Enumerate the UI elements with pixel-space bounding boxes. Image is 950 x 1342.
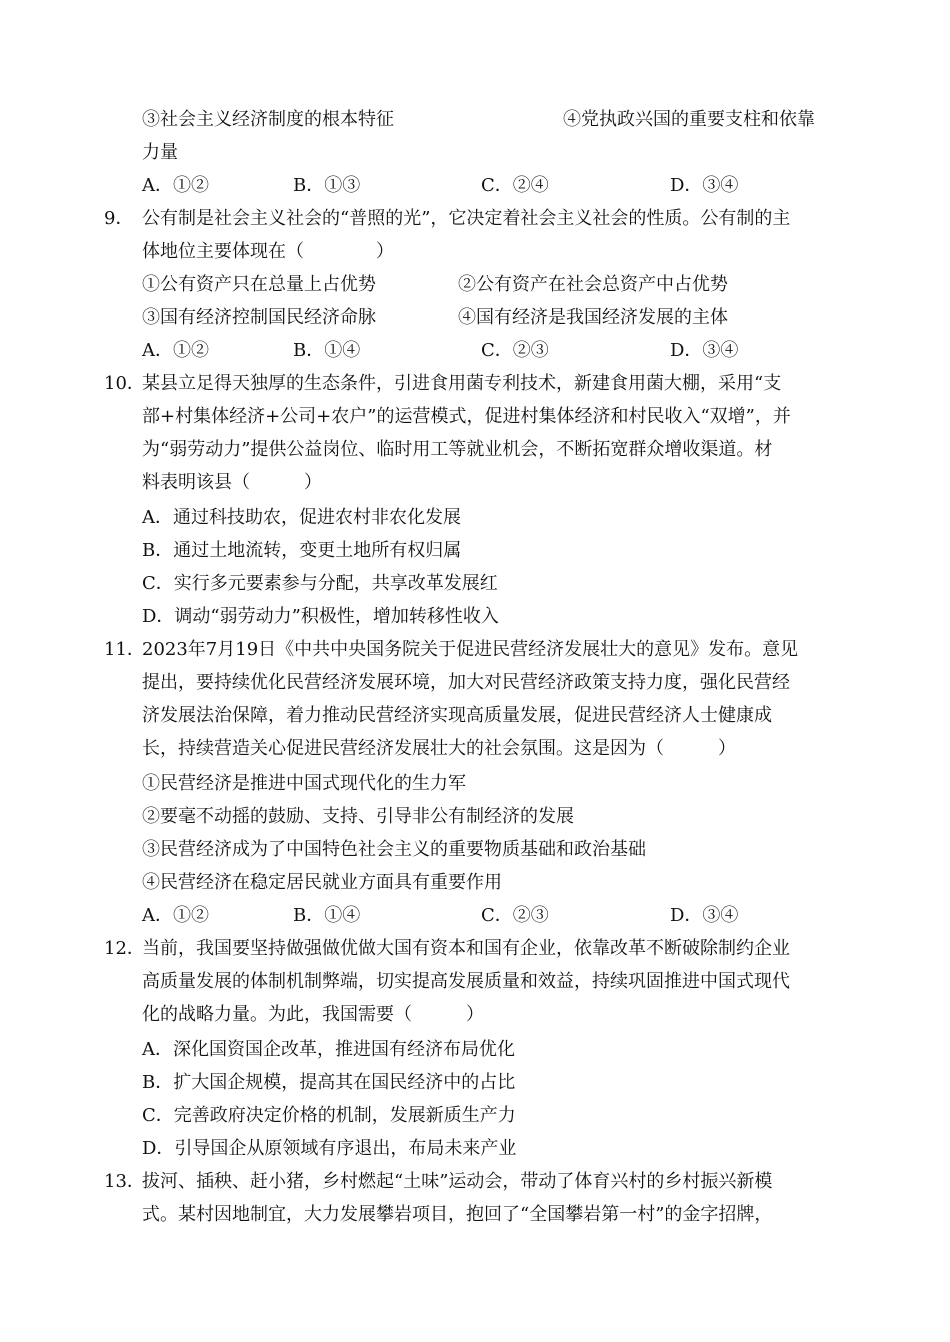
q12-choice-c: C．完善政府决定价格的机制，发展新质生产力 (142, 1105, 516, 1126)
q11-choice-c: C．②③ (481, 905, 549, 926)
q12-stem-line-3: 化的战略力量。为此，我国需要（ ） (142, 1004, 484, 1025)
q10-stem-line-4: 料表明该县（ ） (142, 472, 322, 493)
q10-choice-b: B．通过土地流转，变更土地所有权归属 (142, 540, 462, 561)
q9-number: 9． (104, 208, 134, 229)
q11-stem-line-2: 提出，要持续优化民营经济发展环境，加大对民营经济政策支持力度，强化民营经 (142, 672, 790, 693)
q8-option-3: ③社会主义经济制度的根本特征 (142, 109, 394, 130)
q11-option-4: ④民营经济在稳定居民就业方面具有重要作用 (142, 872, 502, 893)
q13-stem-line-2: 式。某村因地制宜，大力发展攀岩项目，抱回了“全国攀岩第一村”的金字招牌， (142, 1204, 773, 1225)
q10-stem-line-1: 某县立足得天独厚的生态条件，引进食用菌专利技术，新建食用菌大棚，采用“支 (142, 373, 782, 394)
q8-choice-b: B．①③ (293, 175, 361, 196)
q9-stem-line-2: 体地位主要体现在（ ） (142, 241, 394, 262)
q11-option-2: ②要毫不动摇的鼓励、支持、引导非公有制经济的发展 (142, 806, 574, 827)
q10-stem-line-3: 为“弱劳动力”提供公益岗位、临时用工等就业机会，不断拓宽群众增收渠道。材 (142, 439, 773, 460)
q12-stem-line-1: 当前，我国要坚持做强做优做大国有资本和国有企业，依靠改革不断破除制约企业 (142, 938, 790, 959)
q12-choice-b: B．扩大国企规模，提高其在国民经济中的占比 (142, 1072, 516, 1093)
q10-stem-line-2: 部+村集体经济+公司+农户”的运营模式，促进村集体经济和村民收入“双增”，并 (142, 406, 791, 427)
q11-option-1: ①民营经济是推进中国式现代化的生力军 (142, 773, 466, 794)
q9-choice-d: D．③④ (670, 340, 739, 361)
q11-stem-line-3: 济发展法治保障，着力推动民营经济实现高质量发展，促进民营经济人士健康成 (142, 705, 772, 726)
q12-number: 12． (104, 938, 145, 959)
q10-choice-d: D．调动“弱劳动力”积极性，增加转移性收入 (142, 606, 499, 627)
q9-stem-line-1: 公有制是社会主义社会的“普照的光”，它决定着社会主义社会的性质。公有制的主 (142, 208, 791, 229)
q9-choice-a: A．①② (142, 340, 209, 361)
q9-option-3: ③国有经济控制国民经济命脉 (142, 307, 376, 328)
q13-stem-line-1: 拔河、插秧、赶小猪，乡村燃起“土味”运动会，带动了体育兴村的乡村振兴新模 (142, 1171, 773, 1192)
q8-option-4-cont: 力量 (142, 142, 178, 163)
q11-choice-b: B．①④ (293, 905, 361, 926)
q12-stem-line-2: 高质量发展的体制机制弊端，切实提高发展质量和效益，持续巩固推进中国式现代 (142, 971, 790, 992)
q9-option-4: ④国有经济是我国经济发展的主体 (458, 307, 728, 328)
q8-choice-c: C．②④ (481, 175, 549, 196)
q11-choice-d: D．③④ (670, 905, 739, 926)
q11-option-3: ③民营经济成为了中国特色社会主义的重要物质基础和政治基础 (142, 839, 646, 860)
q12-choice-a: A．深化国资国企改革，推进国有经济布局优化 (142, 1039, 515, 1060)
q12-choice-d: D．引导国企从原领域有序退出，布局未来产业 (142, 1138, 517, 1159)
q11-choice-a: A．①② (142, 905, 209, 926)
q8-choice-a: A．①② (142, 175, 209, 196)
q11-stem-line-1: 2023年7月19日《中共中央国务院关于促进民营经济发展壮大的意见》发布。意见 (142, 639, 799, 660)
q9-choice-c: C．②③ (481, 340, 549, 361)
q9-choice-b: B．①④ (293, 340, 361, 361)
q9-option-2: ②公有资产在社会总资产中占优势 (458, 274, 728, 295)
q8-option-4: ④党执政兴国的重要支柱和依靠 (563, 109, 815, 130)
q8-choice-d: D．③④ (670, 175, 739, 196)
q10-number: 10． (104, 373, 145, 394)
q10-choice-c: C．实行多元要素参与分配，共享改革发展红 (142, 573, 498, 594)
q10-choice-a: A．通过科技助农，促进农村非农化发展 (142, 507, 461, 528)
q11-stem-line-4: 长，持续营造关心促进民营经济发展壮大的社会氛围。这是因为（ ） (142, 738, 736, 759)
q11-number: 11． (104, 639, 145, 660)
q9-option-1: ①公有资产只在总量上占优势 (142, 274, 376, 295)
q13-number: 13． (104, 1171, 145, 1192)
